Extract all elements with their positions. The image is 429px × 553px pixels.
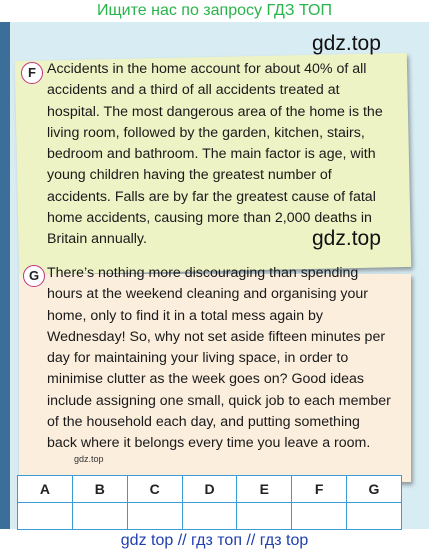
answer-cell-a[interactable] bbox=[18, 503, 73, 530]
paragraph-line: back where it belongs every time you leave a room. bbox=[47, 435, 371, 452]
page-edge-strip bbox=[0, 22, 10, 529]
paragraph-line: accidents. Falls are by far the greatest cause of fatal bbox=[47, 188, 376, 205]
paragraph-line: young children having the greatest number of bbox=[47, 167, 332, 184]
watermark: gdz.top bbox=[312, 227, 381, 250]
paragraph-line: hospital. The most dangerous area of the home is the bbox=[47, 103, 383, 120]
answer-header-a: A bbox=[18, 476, 73, 503]
paragraph-line: of the household each day, and putting something bbox=[47, 414, 360, 431]
paragraph-line: home accidents, causing more than 2,000 deaths in bbox=[47, 210, 372, 227]
paragraph-letter-f: F bbox=[21, 62, 43, 84]
answer-header-d: D bbox=[182, 476, 237, 503]
paragraph-line: There’s nothing more discouraging than spending bbox=[47, 265, 359, 281]
paragraph-line: living room, followed by the garden, kitchen, stairs, bbox=[47, 124, 365, 141]
paragraph-line: accidents and a third of all accidents treated at bbox=[47, 82, 340, 99]
answer-cell-b[interactable] bbox=[72, 503, 127, 530]
paragraph-f bbox=[47, 59, 397, 251]
answer-cell-e[interactable] bbox=[237, 503, 292, 530]
watermark: gdz.top bbox=[312, 32, 381, 55]
answer-cell-d[interactable] bbox=[182, 503, 237, 530]
paragraph-line: Wednesday! So, why not set aside fifteen minutes per bbox=[47, 328, 386, 345]
paragraph-line: Britain annually. bbox=[47, 231, 147, 248]
paragraph-line: day for maintaining your living space, in order to bbox=[47, 350, 349, 367]
watermark-small: gdz.top bbox=[74, 454, 104, 464]
answer-header-f: F bbox=[292, 476, 347, 503]
answer-header-e: E bbox=[237, 476, 292, 503]
answer-header-g: G bbox=[347, 476, 402, 503]
paragraph-line: home, only to find it in a total mess again by bbox=[47, 307, 324, 324]
textbook-page bbox=[0, 22, 429, 529]
paragraph-line: include assigning one small, quick job to each member bbox=[47, 392, 391, 409]
answer-cell-f[interactable] bbox=[292, 503, 347, 530]
paragraph-line: Accidents in the home account for about 40% of all bbox=[47, 61, 367, 77]
paragraph-line: hours at the weekend cleaning and organising your bbox=[47, 286, 369, 303]
answer-cell-c[interactable] bbox=[127, 503, 182, 530]
answer-table-header-row bbox=[18, 476, 402, 503]
top-banner: Ищите нас по запросу ГДЗ ТОП bbox=[97, 2, 332, 19]
answer-header-b: B bbox=[72, 476, 127, 503]
answer-table bbox=[17, 475, 402, 530]
paragraph-line: bedroom and bathroom. The main factor is age, with bbox=[47, 146, 376, 163]
paragraph-line: minimise clutter as the week goes on? Good ideas bbox=[47, 371, 365, 388]
answer-cell-g[interactable] bbox=[347, 503, 402, 530]
paragraph-g bbox=[47, 263, 397, 455]
bottom-banner: gdz top // гдз топ // гдз top bbox=[120, 532, 309, 549]
answer-table-answer-row bbox=[18, 503, 402, 530]
answer-header-c: C bbox=[127, 476, 182, 503]
paragraph-letter-g: G bbox=[23, 265, 45, 287]
